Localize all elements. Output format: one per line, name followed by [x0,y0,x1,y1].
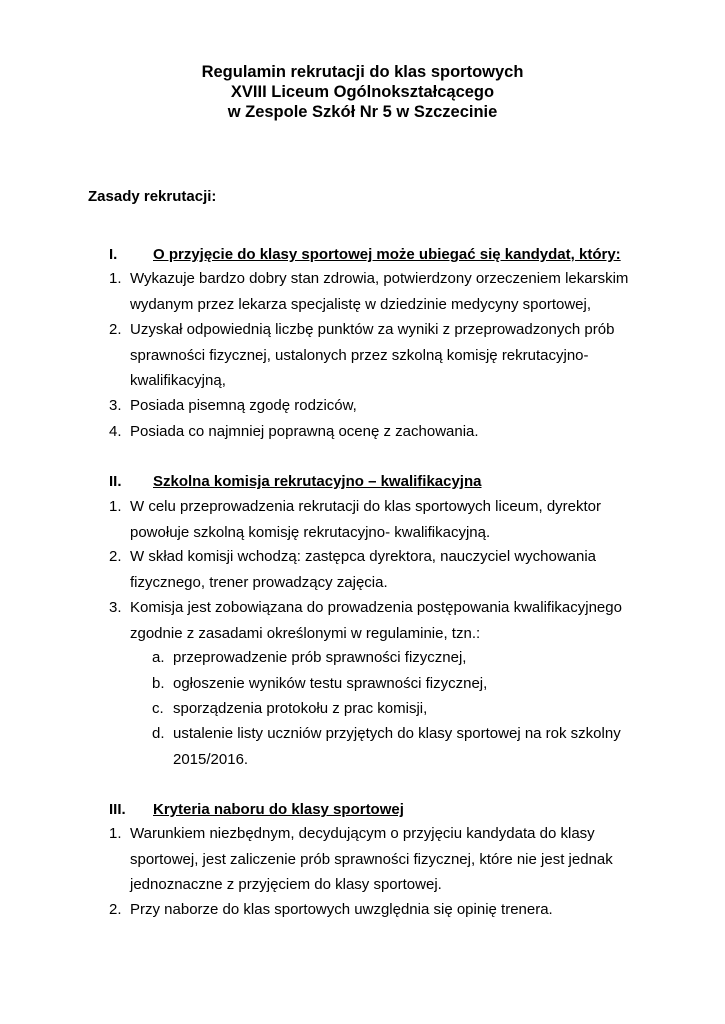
item-text-line: Komisja jest zobowiązana do prowadzenia postępowania kwalifikacyjnego [130,599,622,616]
item-text-line: powołuje szkolną komisję rekrutacyjno- kwalifikacyjną. [130,523,491,541]
title-line-3: w Zespole Szkół Nr 5 w Szczecinie [227,103,498,121]
item-text-line: wydanym przez lekarza specjalistę w dziedzinie medycyny sportowej, [130,295,592,313]
item-number: 2. [109,901,122,918]
item-text-line: Uzyskał odpowiednią liczbę punktów za wyniki z przeprowadzonych prób [130,321,615,338]
section-3-numeral: III. [109,801,126,818]
item-text-line: sportowej, jest zaliczenie prób sprawności fizycznej, które nie jest jednak [130,850,613,868]
subitem-letter: a. [152,649,165,666]
title-line-1: Regulamin rekrutacji do klas sportowych [201,63,524,81]
item-number: 1. [109,825,122,842]
subitem-letter: b. [152,675,165,692]
subitem-text-line: sporządzenia protokołu z prac komisji, [173,700,428,717]
item-number: 2. [109,321,122,338]
item-text-line: Przy naborze do klas sportowych uwzględnia się opinię trenera. [130,901,553,918]
subitem-text-line: ogłoszenie wyników testu sprawności fizycznej, [173,675,488,692]
item-text-line: fizycznego, trener prowadzący zajęcia. [130,573,388,591]
item-text-line: Wykazuje bardzo dobry stan zdrowia, potwierdzony orzeczeniem lekarskim [130,270,629,287]
subitem-text-line: ustalenie listy uczniów przyjętych do klasy sportowej na rok szkolny [173,725,621,742]
item-text-line: kwalifikacyjną, [130,372,226,389]
section-3-heading: Kryteria naboru do klasy sportowej [153,801,404,818]
item-text-line: Posiada pisemną zgodę rodziców, [130,397,357,414]
item-number: 1. [109,498,122,515]
item-number: 3. [109,599,122,616]
section-2-heading: Szkolna komisja rekrutacyjno – kwalifikacyjna [153,473,482,490]
item-number: 3. [109,397,122,414]
item-text-line: W celu przeprowadzenia rekrutacji do klas sportowych liceum, dyrektor [130,498,602,515]
principles-heading: Zasady rekrutacji: [88,188,217,205]
item-number: 1. [109,270,122,287]
item-text-line: W skład komisji wchodzą: zastępca dyrektora, nauczyciel wychowania [130,548,597,565]
item-text-line: zgodnie z zasadami określonymi w regulaminie, tzn.: [130,624,481,642]
item-number: 4. [109,423,122,440]
item-number: 2. [109,548,122,565]
document-title [0,62,725,122]
section-2-numeral: II. [109,473,122,490]
subitem-text-line: przeprowadzenie prób sprawności fizycznej, [173,649,467,666]
item-text-line: Warunkiem niezbędnym, decydującym o przyjęciu kandydata do klasy [130,825,595,842]
item-text-line: sprawności fizycznej, ustalonych przez szkolną komisję rekrutacyjno- [130,346,589,364]
item-text-line: jednoznaczne z przyjęciem do klasy sportowej. [130,876,442,893]
subitem-text-line: 2015/2016. [173,750,249,768]
section-1-heading: O przyjęcie do klasy sportowej może ubiegać się kandydat, który: [153,246,621,263]
title-line-2: XVIII Liceum Ogólnokształcącego [230,83,495,101]
item-text-line: Posiada co najmniej poprawną ocenę z zachowania. [130,423,479,440]
section-1-numeral: I. [109,246,118,263]
subitem-letter: d. [152,725,165,742]
subitem-letter: c. [152,700,164,717]
